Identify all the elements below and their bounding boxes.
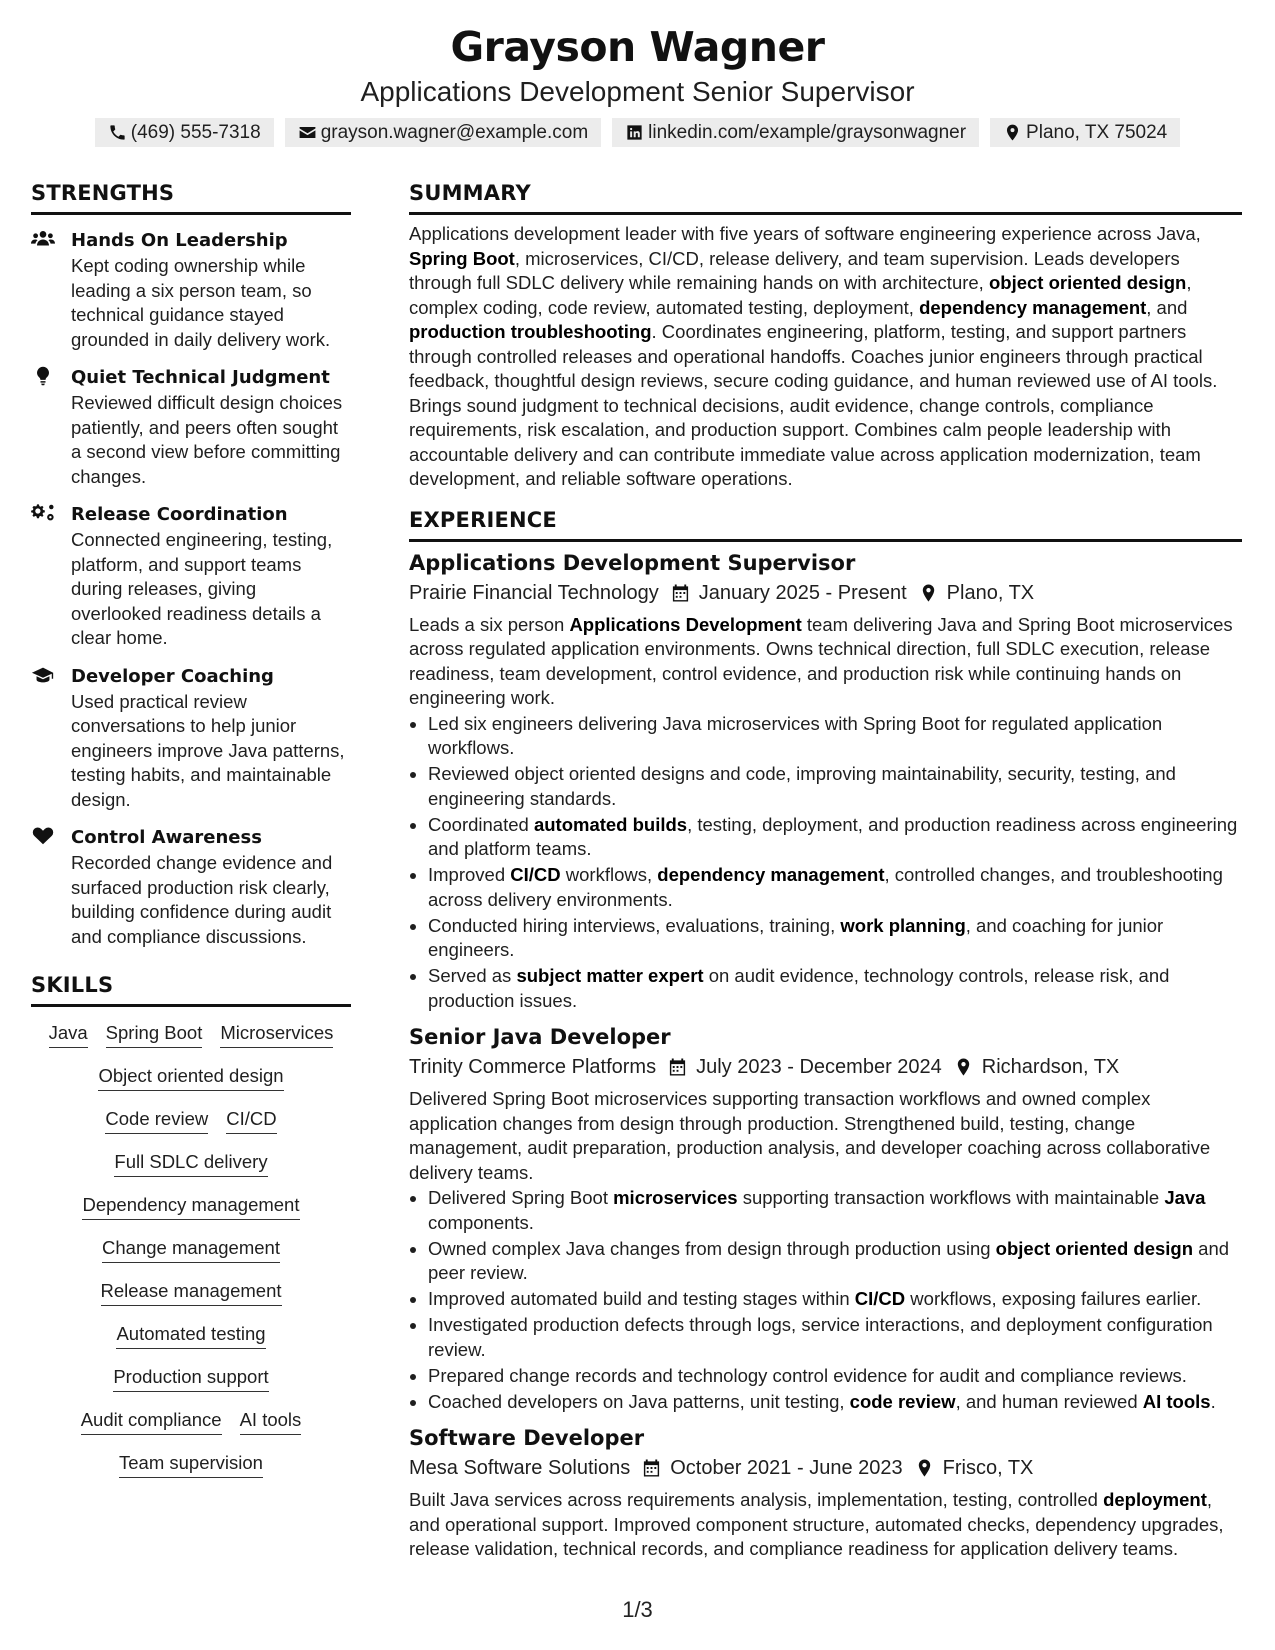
text-run: on audit evidence, technology controls, release risk, and production issues.: [428, 965, 1170, 1011]
skill-tag: Team supervision: [119, 1450, 263, 1478]
job-meta: [409, 578, 1242, 608]
bullet-item: [428, 1313, 1242, 1362]
job-dates: July 2023 - December 2024: [696, 1056, 942, 1078]
text-run: , testing, deployment, and production readiness across engineering and platform teams.: [428, 813, 1238, 859]
calendar-icon: [642, 1458, 661, 1478]
text-run: , and human reviewed: [955, 1390, 1143, 1412]
skill-tag: Full SDLC delivery: [114, 1149, 267, 1177]
job-title: Senior Java Developer: [409, 1025, 671, 1049]
text-run: supporting transaction workflows with maintainable: [737, 1187, 1165, 1208]
text-run: . Coordinates engineering, platform, testing, and support partners through controlled releases and operational handoffs. Coaches junior engineers through practical feedback, thoughtful design reviews, secure coding guidance, and human reviewed use of AI tools. Brings sound judgment to technical decisions, audit evidence, change controls, compliance requirements, risk escalation, and production support. Combines calm people leadership with accountable delivery and can contribute immediate value across application modernization, team development, and reliable software operations.: [409, 321, 1218, 489]
calendar-icon: [668, 1057, 687, 1077]
skill-tag: AI tools: [240, 1407, 302, 1435]
skill-tag: Automated testing: [116, 1321, 265, 1349]
job-location: Frisco, TX: [942, 1457, 1034, 1479]
emphasis-text: Java: [1164, 1187, 1206, 1208]
text-run: Leads a six person: [409, 613, 570, 635]
text-run: , and operational support. Improved component structure, automated checks, dependency upgrades, release validation, technical records, and compliance readiness for application delivery teams.: [409, 1489, 1224, 1559]
strength-item: [31, 364, 351, 489]
emphasis-text: Applications Development: [569, 613, 802, 635]
experience-heading: EXPERIENCE: [409, 507, 1242, 542]
text-run: Delivered Spring Boot: [428, 1187, 614, 1208]
skill-tag: Spring Boot: [106, 1020, 203, 1048]
map-pin-icon: [915, 1458, 934, 1478]
emphasis-text: deployment: [1103, 1489, 1207, 1510]
strength-description: Recorded change evidence and surfaced production risk clearly, building confidence during audit and compliance discussions.: [71, 852, 333, 947]
job-entry: [409, 549, 1242, 1014]
text-run: Led six engineers delivering Java microservices with Spring Boot for regulated application workflows.: [428, 712, 1163, 758]
job-title: Software Developer: [409, 1426, 645, 1450]
emphasis-text: production troubleshooting: [409, 321, 652, 342]
text-run: components.: [428, 1211, 534, 1233]
gears-icon: [31, 502, 55, 524]
emphasis-text: CI/CD: [854, 1288, 906, 1309]
job-dates: January 2025 - Present: [698, 581, 907, 604]
job-location: Richardson, TX: [981, 1056, 1120, 1078]
lightbulb-icon: [31, 365, 55, 387]
bullet-item: [428, 1287, 1242, 1312]
text-run: Owned complex Java changes from design through production using: [428, 1237, 996, 1259]
text-run: .: [1210, 1390, 1216, 1412]
resume-header: [0, 22, 1275, 147]
skill-tag: Release management: [101, 1278, 282, 1306]
phone-icon: [108, 123, 127, 142]
bullet-item: [428, 813, 1242, 862]
summary-heading: SUMMARY: [409, 180, 1242, 215]
skill-tag: Production support: [113, 1364, 268, 1392]
emphasis-text: object oriented design: [995, 1237, 1194, 1259]
strength-item: [31, 227, 351, 352]
calendar-icon: [671, 583, 690, 603]
text-run: Coached developers on Java patterns, unit testing,: [428, 1390, 850, 1412]
strength-title: Developer Coaching: [71, 665, 274, 687]
emphasis-text: subject matter expert: [516, 965, 704, 986]
job-dates: October 2021 - June 2023: [670, 1457, 903, 1479]
candidate-title: Applications Development Senior Supervisor: [360, 76, 915, 107]
text-run: Coordinated: [428, 813, 534, 835]
text-run: Prepared change records and technology control evidence for audit and compliance reviews.: [428, 1364, 1187, 1386]
strength-description: Connected engineering, testing, platform, and support teams during releases, giving overlooked readiness details a clear home.: [71, 529, 333, 648]
linkedin-icon: [625, 123, 644, 142]
envelope-icon: [298, 123, 317, 142]
text-run: Applications development leader with five years of software engineering experience across Java,: [409, 223, 1201, 244]
skill-tag: Microservices: [220, 1020, 333, 1048]
map-pin-icon: [954, 1057, 973, 1077]
contact-phone[interactable]: [95, 118, 274, 147]
emphasis-text: dependency management: [919, 296, 1147, 318]
contact-bar: [0, 118, 1275, 147]
job-description: [409, 1488, 1242, 1562]
text-run: team delivering Java and Spring Boot microservices across regulated application environments. Owns technical direction, full SDLC execution, release readiness, team development, control evidence, and production risk while continuing hands on engineering work.: [409, 613, 1233, 708]
job-description: [409, 613, 1242, 711]
skills-heading: SKILLS: [31, 972, 351, 1007]
bullet-item: [428, 762, 1242, 811]
emphasis-text: code review: [849, 1390, 956, 1412]
emphasis-text: dependency management: [657, 864, 885, 885]
emphasis-text: object oriented design: [988, 272, 1187, 293]
bullet-item: [428, 1186, 1242, 1235]
job-meta: [409, 1453, 1242, 1483]
emphasis-text: CI/CD: [510, 864, 561, 885]
strength-item: [31, 663, 351, 813]
text-run: and peer review.: [428, 1237, 1230, 1283]
strength-description: Reviewed difficult design choices patiently, and peers often sought a second view before committing changes.: [71, 392, 343, 487]
bullet-item: [428, 1364, 1242, 1389]
text-run: , and: [1146, 296, 1188, 318]
strength-description: Used practical review conversations to help junior engineers improve Java patterns, testing habits, and maintainable design.: [71, 690, 345, 810]
emphasis-text: Spring Boot: [409, 247, 515, 269]
emphasis-text: microservices: [613, 1187, 738, 1208]
skill-tag: Audit compliance: [81, 1407, 222, 1435]
bullet-item: [428, 964, 1242, 1013]
strength-title: Quiet Technical Judgment: [71, 367, 330, 388]
graduation-cap-icon: [31, 664, 55, 686]
phone-text: (469) 555-7318: [130, 122, 261, 143]
summary-text: [409, 222, 1242, 492]
skill-tag: Java: [49, 1020, 88, 1048]
strength-description: Kept coding ownership while leading a six person team, so technical guidance stayed grounded in daily delivery work.: [71, 255, 331, 350]
text-run: , complex coding, code review, automated testing, deployment,: [409, 272, 1192, 318]
job-company: Mesa Software Solutions: [409, 1457, 631, 1479]
heart-icon: [31, 825, 55, 847]
job-location: Plano, TX: [946, 581, 1035, 604]
strength-item: [31, 824, 351, 949]
text-run: Delivered Spring Boot microservices supporting transaction workflows and owned complex application changes from design through production. Strengthened build, testing, change management, audit preparation, production analysis, and developer coaching across collaborative delivery teams.: [409, 1088, 1211, 1183]
text-run: Improved automated build and testing stages within: [428, 1288, 855, 1309]
text-run: Reviewed object oriented designs and code, improving maintainability, security, testing, and engineering standards.: [428, 763, 1176, 809]
skill-tag: Change management: [102, 1235, 280, 1263]
text-run: , controlled changes, and troubleshooting across delivery environments.: [428, 864, 1223, 910]
emphasis-text: work planning: [840, 914, 966, 936]
text-run: , microservices, CI/CD, release delivery, and team supervision. Leads developers through full SDLC delivery while remaining hands on with architecture,: [409, 247, 1180, 293]
job-company: Trinity Commerce Platforms: [409, 1056, 657, 1078]
job-title: Applications Development Supervisor: [409, 550, 856, 575]
job-company: Prairie Financial Technology: [409, 581, 659, 604]
strength-title: Hands On Leadership: [71, 230, 288, 251]
bullet-item: [428, 712, 1242, 761]
right-column: [409, 180, 1242, 1562]
page-number: 1/3: [622, 1597, 653, 1622]
text-run: Conducted hiring interviews, evaluations, training,: [428, 914, 841, 936]
map-pin-icon: [1003, 123, 1022, 142]
left-column: [31, 180, 351, 1493]
job-entry: [409, 1023, 1242, 1414]
text-run: Improved: [428, 864, 511, 885]
bullet-item: [428, 1237, 1242, 1286]
contact-email[interactable]: [285, 118, 601, 147]
skill-tag: Code review: [105, 1106, 208, 1134]
users-icon: [31, 228, 55, 250]
strengths-heading: STRENGTHS: [31, 180, 351, 215]
strength-item: [31, 501, 351, 651]
skills-list: [31, 1020, 351, 1478]
emphasis-text: automated builds: [533, 813, 688, 835]
contact-location: [990, 118, 1180, 147]
text-run: Built Java services across requirements analysis, implementation, testing, controlled: [409, 1489, 1104, 1510]
strength-title: Release Coordination: [71, 504, 288, 525]
email-text: grayson.wagner@example.com: [320, 122, 589, 143]
map-pin-icon: [919, 583, 938, 603]
text-run: , and coaching for junior engineers.: [428, 914, 1164, 960]
job-entry: [409, 1424, 1242, 1562]
bullet-item: [428, 863, 1242, 912]
linkedin-text: linkedin.com/example/graysonwagner: [648, 122, 967, 143]
skill-tag: CI/CD: [226, 1106, 276, 1134]
job-bullets: [409, 1186, 1242, 1414]
text-run: workflows, exposing failures earlier.: [905, 1288, 1202, 1309]
contact-linkedin[interactable]: [612, 118, 979, 147]
skill-tag: Object oriented design: [98, 1063, 283, 1091]
text-run: Served as: [428, 965, 517, 986]
text-run: Investigated production defects through logs, service interactions, and deployment configuration review.: [428, 1314, 1213, 1360]
job-bullets: [409, 712, 1242, 1014]
candidate-name: Grayson Wagner: [450, 23, 825, 71]
bullet-item: [428, 914, 1242, 963]
emphasis-text: AI tools: [1142, 1390, 1211, 1412]
bullet-item: [428, 1390, 1242, 1415]
strength-title: Control Awareness: [71, 827, 262, 848]
job-meta: [409, 1052, 1242, 1082]
job-description: [409, 1087, 1242, 1185]
location-text: Plano, TX 75024: [1026, 122, 1168, 143]
skill-tag: Dependency management: [82, 1192, 299, 1220]
text-run: workflows,: [560, 864, 658, 885]
